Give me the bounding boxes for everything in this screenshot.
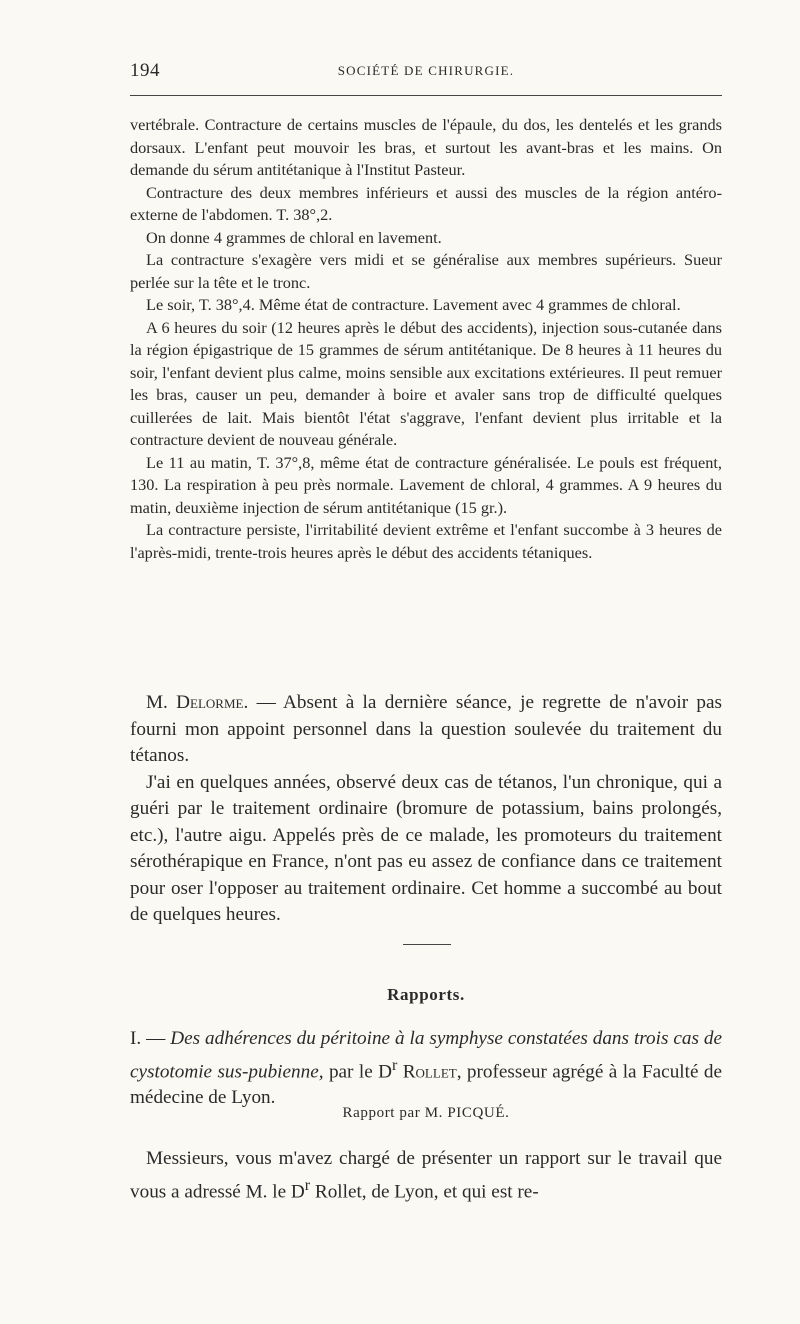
header-rule xyxy=(130,95,722,96)
paragraph: La contracture s'exagère vers midi et se généralise aux membres supérieurs. Sueur perlée sur la tête et le tronc. xyxy=(130,250,722,292)
paragraph: Le 11 au matin, T. 37°,8, même état de contracture généralisée. Le pouls est fréquent, 130. La respiration à peu près normale. Lavement de chloral, 4 grammes. A 9 heures du matin, deuxième injection de sérum antitétanique (15 gr.). xyxy=(130,452,722,517)
report-title-italic: Des adhérences du péritoine à la symphyse constatées dans trois cas de cystotomie sus-pubienne, xyxy=(130,1028,722,1082)
report-byline: Rapport par M. PICQUÉ. xyxy=(342,1105,510,1121)
page-number: 194 xyxy=(130,60,160,81)
paragraph-text: Messieurs, vous m'avez chargé de présenter un rapport sur le travail que vous a adressé M. le D xyxy=(130,1148,722,1203)
running-title: SOCIÉTÉ DE CHIRURGIE. xyxy=(337,63,515,78)
paragraph: A 6 heures du soir (12 heures après le début des accidents), injection sous-cutanée dans la région épigastrique de 15 grammes de sérum antitétanique. De 8 heures à 11 heures du soir, l'enfant devient plus calme, moins sensible aux excitations extérieures. Il peut remuer les bras, causer un peu, demander à boire et avaler sans trop de difficulté quelques cuillerées de lait. Mais bientôt l'état s'aggrave, l'enfant devient plus irritable et la contracture devient de nouveau générale. xyxy=(130,317,722,449)
report-numeral: I. — xyxy=(130,1028,171,1049)
paragraph-text: Rollet, de Lyon, et qui est re- xyxy=(310,1181,539,1203)
affiliation: , professeur agrégé à la Faculté de médecine de Lyon. xyxy=(130,1060,722,1109)
running-header xyxy=(130,60,722,88)
case-report-text xyxy=(130,114,722,564)
paragraph: La contracture persiste, l'irritabilité devient extrême et l'enfant succombe à 3 heures de l'après-midi, trente-trois heures après le début des accidents tétaniques. xyxy=(130,520,722,562)
superscript: r xyxy=(392,1056,398,1074)
paragraph: Le soir, T. 38°,4. Même état de contracture. Lavement avec 4 grammes de chloral. xyxy=(146,295,681,314)
paragraph: Contracture des deux membres inférieurs et aussi des muscles de la région antéro-externe de l'abdomen. T. 38°,2. xyxy=(130,182,722,224)
report-body xyxy=(130,1145,722,1205)
section-heading: Rapports. xyxy=(387,985,465,1004)
speaker-name: M. Delorme. xyxy=(146,692,249,713)
paragraph-text: — Absent à la dernière séance, je regrette de n'avoir pas fourni mon appoint personnel dans la question soulevée du traitement du tétanos. xyxy=(130,692,723,766)
section-divider xyxy=(403,944,451,945)
paragraph: J'ai en quelques années, observé deux cas de tétanos, l'un chronique, qui a guéri par le traitement ordinaire (bromure de potassium, bains prolongés, etc.), l'autre aigu. Appelés près de ce malade, les promoteurs du traitement sérothérapique en France, n'ont pas eu assez de confiance dans ce traitement pour oser l'opposer au traitement ordinaire. Cet homme a succombé au bout de quelques heures. xyxy=(130,771,722,925)
delorme-remarks xyxy=(130,690,722,929)
paragraph: vertébrale. Contracture de certains muscles de l'épaule, du dos, les dentelés et les grands dorsaux. L'enfant peut mouvoir les bras, et surtout les avant-bras et les mains. On demande du sérum antitétanique à l'Institut Pasteur. xyxy=(130,115,722,179)
paragraph xyxy=(130,1145,722,1205)
report-title xyxy=(130,1026,722,1112)
report-by: par le D xyxy=(323,1060,392,1082)
superscript: r xyxy=(304,1177,311,1194)
author-name: Rollet xyxy=(402,1060,457,1082)
paragraph xyxy=(130,690,722,770)
paragraph: On donne 4 grammes de chloral en lavement. xyxy=(146,227,442,247)
